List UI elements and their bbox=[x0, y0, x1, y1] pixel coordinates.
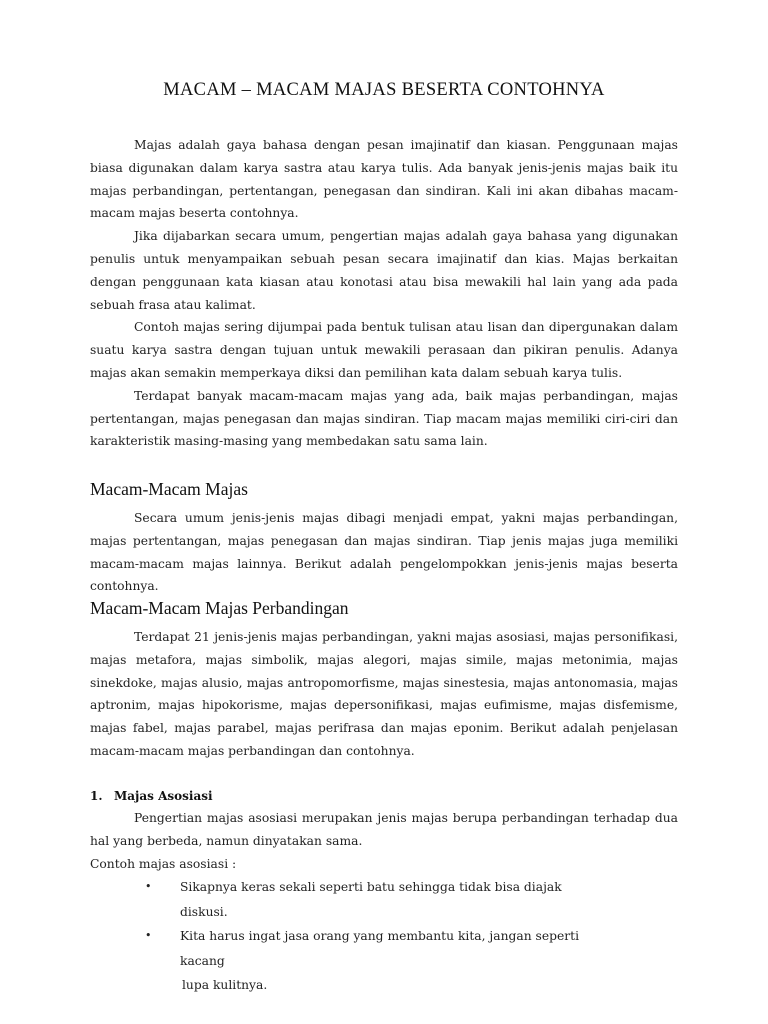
bullet-icon: • bbox=[145, 929, 152, 943]
intro-paragraph: Contoh majas sering dijumpai pada bentuk tulisan atau lisan dan dipergunakan dalam suatu karya sastra dengan tujuan untuk mewakili perasaan dan pikiran penulis. Adanya majas akan semakin memperkaya diksi dan pemilihan kata dalam sebuah karya tulis. bbox=[90, 320, 678, 380]
section-paragraph: Secara umum jenis-jenis majas dibagi menjadi empat, yakni majas perbandingan, majas pertentangan, majas penegasan dan majas sindiran. Tiap jenis majas juga memiliki macam-macam majas lainnya. Berikut adalah pengelompokkan jenis-jenis majas beserta contohnya. bbox=[90, 511, 678, 594]
examples-label: Contoh majas asosiasi : bbox=[90, 856, 237, 871]
intro-paragraph: Terdapat banyak macam-macam majas yang ada, baik majas perbandingan, majas pertentangan, majas penegasan dan majas sindiran. Tiap macam majas memiliki ciri-ciri dan karakteristik masing-masing yang membedakan satu sama lain. bbox=[90, 388, 678, 449]
list-item bbox=[90, 875, 678, 924]
intro-section bbox=[90, 134, 678, 453]
section-heading: Macam-Macam Majas bbox=[90, 479, 248, 499]
majas-asosiasi-item bbox=[90, 789, 678, 803]
list-item bbox=[90, 924, 678, 998]
intro-paragraph: Jika dijabarkan secara umum, pengertian majas adalah gaya bahasa yang digunakan penulis untuk menyampaikan sebuah pesan secara imajinatif dan kias. Majas berkaitan dengan penggunaan kata kiasan atau konotasi atau bisa mewakili hal lain yang ada pada sebuah frasa atau kalimat. bbox=[90, 229, 678, 312]
subsection-title: Majas Asosiasi bbox=[114, 789, 213, 803]
list-number: 1. bbox=[90, 789, 103, 803]
document-title: MACAM – MACAM MAJAS BESERTA CONTOHNYA bbox=[163, 80, 605, 100]
macam-majas-section bbox=[90, 479, 678, 500]
majas-asosiasi-body bbox=[90, 807, 678, 998]
majas-perbandingan-section bbox=[90, 598, 678, 619]
macam-majas-body bbox=[90, 507, 678, 598]
section-paragraph: Terdapat 21 jenis-jenis majas perbandingan, yakni majas asosiasi, majas personifikasi, majas metafora, majas simbolik, majas alegori, majas simile, majas metonimia, majas sinekdoke, majas alusio, majas antropomorfisme, majas sinestesia, majas antonomasia, majas aptronim, majas hipokorisme, majas depersonifikasi, majas eufimisme, majas disfemisme, majas fabel, majas parabel, majas perifrasa dan majas eponim. Berikut adalah penjelasan macam-macam majas perbandingan dan contohnya. bbox=[90, 630, 678, 758]
section-heading: Macam-Macam Majas Perbandingan bbox=[90, 598, 349, 618]
bullet-icon: • bbox=[145, 880, 152, 894]
example-text: Sikapnya keras sekali seperti batu sehingga tidak bisa diajak diskusi. bbox=[180, 880, 562, 919]
definition-paragraph: Pengertian majas asosiasi merupakan jenis majas berupa perbandingan terhadap dua hal yang berbeda, namun dinyatakan sama. bbox=[90, 811, 678, 848]
example-text: Kita harus ingat jasa orang yang membantu kita, jangan seperti kacang bbox=[180, 929, 580, 968]
subsection-heading bbox=[90, 789, 678, 803]
example-text-continuation: lupa kulitnya. bbox=[182, 978, 268, 993]
majas-perbandingan-body bbox=[90, 626, 678, 763]
examples-list bbox=[90, 875, 678, 998]
intro-paragraph: Majas adalah gaya bahasa dengan pesan imajinatif dan kiasan. Penggunaan majas biasa digunakan dalam karya sastra atau karya tulis. Ada banyak jenis-jenis majas baik itu majas perbandingan, pertentangan, penegasan dan sindiran. Kali ini akan dibahas macam-macam majas beserta contohnya. bbox=[90, 138, 678, 221]
